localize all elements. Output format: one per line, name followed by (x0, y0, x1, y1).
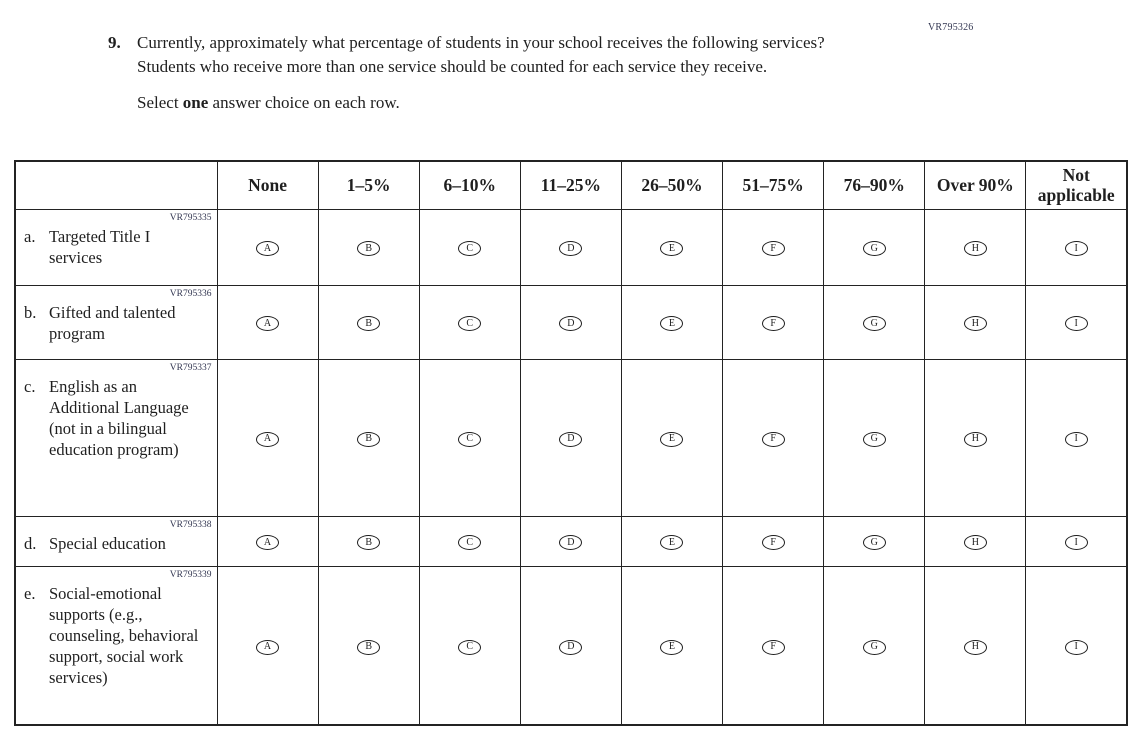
answer-bubble-i[interactable]: I (1065, 640, 1088, 655)
answer-bubble-i[interactable]: I (1065, 535, 1088, 550)
answer-bubble-a[interactable]: A (256, 432, 279, 447)
column-header: None (217, 161, 318, 209)
column-header: 6–10% (419, 161, 520, 209)
answer-cell (520, 516, 621, 566)
answer-bubble-c[interactable]: C (458, 535, 481, 550)
table-row (15, 285, 1127, 359)
answer-bubble-e[interactable]: E (660, 535, 683, 550)
answer-cell (723, 209, 824, 285)
answer-bubble-g[interactable]: G (863, 640, 886, 655)
answer-cell (824, 285, 925, 359)
answer-cell (419, 209, 520, 285)
answer-bubble-e[interactable]: E (660, 241, 683, 256)
answer-bubble-c[interactable]: C (458, 241, 481, 256)
answer-cell (824, 566, 925, 725)
answer-bubble-b[interactable]: B (357, 535, 380, 550)
answer-bubble-b[interactable]: B (357, 640, 380, 655)
answer-bubble-d[interactable]: D (559, 535, 582, 550)
column-header: 1–5% (318, 161, 419, 209)
column-header: 26–50% (621, 161, 722, 209)
item-letter: e. (24, 583, 36, 603)
answer-bubble-d[interactable]: D (559, 432, 582, 447)
instruction-emphasis: one (182, 93, 209, 112)
form-code: VR795326 (928, 22, 974, 33)
item-label: Targeted Title I services (49, 226, 151, 267)
answer-bubble-e[interactable]: E (660, 316, 683, 331)
answer-bubble-h[interactable]: H (964, 640, 987, 655)
answer-cell (318, 516, 419, 566)
item-letter: b. (24, 302, 37, 322)
answer-bubble-f[interactable]: F (762, 640, 785, 655)
answer-bubble-f[interactable]: F (762, 535, 785, 550)
answer-cell (723, 566, 824, 725)
answer-bubble-h[interactable]: H (964, 241, 987, 256)
question-text: Currently, approximately what percentage of students in your school receives the following services? Students who receive more than one service should be counted for each service they receive. (137, 33, 825, 76)
item-label: Gifted and talented program (49, 302, 176, 343)
answer-bubble-f[interactable]: F (762, 316, 785, 331)
answer-cell (318, 566, 419, 725)
header-row (15, 161, 1127, 209)
answer-bubble-g[interactable]: G (863, 535, 886, 550)
response-matrix-table (14, 160, 1128, 726)
answer-cell (925, 209, 1026, 285)
answer-cell (621, 285, 722, 359)
answer-cell (1026, 209, 1127, 285)
instruction-prefix: Select (137, 93, 183, 112)
column-header: 51–75% (723, 161, 824, 209)
answer-cell (419, 285, 520, 359)
answer-cell (925, 359, 1026, 516)
answer-cell (824, 516, 925, 566)
answer-cell (520, 285, 621, 359)
row-label-cell (15, 209, 217, 285)
item-letter: a. (24, 226, 36, 246)
item-code: VR795338 (169, 519, 212, 530)
answer-cell (621, 566, 722, 725)
answer-cell (318, 285, 419, 359)
answer-bubble-e[interactable]: E (660, 640, 683, 655)
answer-bubble-d[interactable]: D (559, 316, 582, 331)
answer-bubble-f[interactable]: F (762, 432, 785, 447)
answer-bubble-a[interactable]: A (256, 640, 279, 655)
answer-cell (621, 209, 722, 285)
column-header: 11–25% (520, 161, 621, 209)
answer-cell (723, 285, 824, 359)
answer-cell (217, 359, 318, 516)
answer-cell (621, 516, 722, 566)
answer-cell (520, 209, 621, 285)
answer-cell (318, 359, 419, 516)
answer-cell (520, 566, 621, 725)
table-row (15, 359, 1127, 516)
answer-bubble-a[interactable]: A (256, 316, 279, 331)
answer-cell (925, 566, 1026, 725)
item-code: VR795336 (169, 288, 212, 299)
answer-cell (217, 516, 318, 566)
answer-bubble-i[interactable]: I (1065, 432, 1088, 447)
answer-bubble-d[interactable]: D (559, 241, 582, 256)
answer-cell (1026, 359, 1127, 516)
answer-bubble-a[interactable]: A (256, 241, 279, 256)
instruction-suffix: answer choice on each row. (208, 93, 400, 112)
answer-bubble-d[interactable]: D (559, 640, 582, 655)
answer-cell (419, 566, 520, 725)
answer-cell (1026, 516, 1127, 566)
answer-cell (419, 516, 520, 566)
answer-bubble-c[interactable]: C (458, 432, 481, 447)
row-label-cell (15, 285, 217, 359)
answer-bubble-h[interactable]: H (964, 316, 987, 331)
answer-bubble-i[interactable]: I (1065, 241, 1088, 256)
answer-cell (1026, 566, 1127, 725)
answer-cell (925, 516, 1026, 566)
answer-bubble-c[interactable]: C (458, 316, 481, 331)
answer-bubble-f[interactable]: F (762, 241, 785, 256)
answer-cell (925, 285, 1026, 359)
table-row (15, 566, 1127, 725)
item-label: English as an Additional Language (not in a bilingual education program) (49, 376, 189, 459)
item-label: Special education (49, 533, 166, 553)
question-instruction (137, 91, 897, 114)
answer-bubble-h[interactable]: H (964, 535, 987, 550)
item-letter: d. (24, 533, 37, 553)
answer-cell (621, 359, 722, 516)
answer-cell (824, 359, 925, 516)
answer-bubble-b[interactable]: B (357, 241, 380, 256)
corner-cell (15, 161, 217, 209)
answer-bubble-g[interactable]: G (863, 432, 886, 447)
table-row (15, 516, 1127, 566)
column-header: 76–90% (824, 161, 925, 209)
question-number: 9. (108, 33, 121, 52)
answer-bubble-i[interactable]: I (1065, 316, 1088, 331)
answer-bubble-g[interactable]: G (863, 241, 886, 256)
column-header: Not applicable (1026, 161, 1127, 209)
answer-bubble-c[interactable]: C (458, 640, 481, 655)
answer-bubble-a[interactable]: A (256, 535, 279, 550)
answer-bubble-e[interactable]: E (660, 432, 683, 447)
answer-bubble-b[interactable]: B (357, 432, 380, 447)
answer-cell (318, 209, 419, 285)
answer-cell (217, 285, 318, 359)
answer-cell (520, 359, 621, 516)
item-code: VR795335 (169, 212, 212, 223)
answer-cell (723, 359, 824, 516)
question-block (108, 31, 897, 114)
column-header: Over 90% (925, 161, 1026, 209)
answer-cell (824, 209, 925, 285)
table-row (15, 209, 1127, 285)
answer-cell (217, 566, 318, 725)
row-label-cell (15, 516, 217, 566)
answer-cell (723, 516, 824, 566)
answer-cell (419, 359, 520, 516)
answer-cell (217, 209, 318, 285)
row-label-cell (15, 566, 217, 725)
answer-cell (1026, 285, 1127, 359)
item-code: VR795337 (169, 362, 212, 373)
row-label-cell (15, 359, 217, 516)
answer-bubble-g[interactable]: G (863, 316, 886, 331)
answer-bubble-h[interactable]: H (964, 432, 987, 447)
item-label: Social-emotional supports (e.g., counseling, behavioral support, social work services) (49, 583, 199, 687)
item-letter: c. (24, 376, 36, 396)
item-code: VR795339 (169, 569, 212, 580)
answer-bubble-b[interactable]: B (357, 316, 380, 331)
